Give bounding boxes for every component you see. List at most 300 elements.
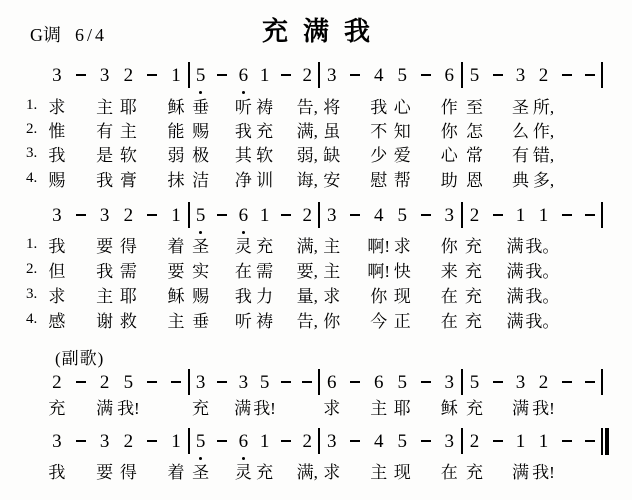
lyric-syllable: 充 (466, 398, 483, 418)
chorus-label: (副歌) (55, 349, 105, 368)
lyric-measure (45, 284, 188, 308)
lyric-cell (69, 259, 93, 283)
lyric-cell (164, 396, 188, 420)
dash-glyph (562, 214, 572, 216)
lyric-syllable: 帮 (393, 170, 411, 190)
lyric-measure (463, 143, 601, 167)
lyric-cell (211, 95, 232, 119)
lyric-cell (344, 119, 368, 143)
note: 5 (397, 371, 407, 393)
dash (69, 426, 93, 456)
lyric-syllable: 得 (119, 236, 137, 256)
dash-glyph (562, 74, 572, 76)
lyric-measure (463, 284, 601, 308)
lyric-syllable: 充 (464, 236, 482, 256)
lyric-syllable: 知 (393, 121, 411, 141)
dash (140, 60, 164, 90)
lyric-cell (484, 309, 505, 333)
dash-glyph (421, 440, 431, 442)
lyric-cell (211, 234, 232, 258)
lyric-cell (275, 95, 296, 119)
measure (45, 200, 188, 230)
lyric-syllable: 充 (256, 121, 274, 141)
dash (578, 367, 601, 397)
lyric-measure (45, 259, 188, 283)
lyric-syllable: 爱 (393, 145, 411, 165)
lyric-syllable: 感 (48, 311, 66, 331)
lyric-cell (559, 234, 580, 258)
dash-glyph (76, 74, 86, 76)
dash (414, 426, 438, 456)
note: 6 (374, 371, 384, 393)
dash (344, 426, 368, 456)
lyric-cell (414, 284, 438, 308)
lyric-cell (484, 284, 505, 308)
note: 1 (259, 204, 270, 226)
dash-glyph (281, 381, 291, 383)
lyric-syllable: 你 (440, 121, 458, 141)
lyric-measure (45, 143, 188, 167)
verse-number: 3. (26, 286, 38, 302)
lyric-cell (275, 168, 296, 192)
note: 3 (327, 64, 337, 86)
note: 1 (259, 430, 270, 452)
note: 2 (538, 371, 549, 393)
lyric-syllable: 需 (119, 261, 137, 281)
measure (320, 60, 461, 90)
lyric-syllable: 求 (323, 462, 341, 482)
note: 5 (190, 426, 211, 456)
lyric-syllable: 你 (440, 236, 458, 256)
lyric-syllable: 少 (370, 145, 388, 165)
lyric-cell (211, 309, 232, 333)
dash (275, 367, 296, 397)
note: 3 (99, 204, 110, 226)
dash-glyph (147, 214, 157, 216)
lyric-syllable: 有 (512, 145, 529, 165)
lyric-measure (463, 309, 601, 333)
dash (275, 426, 296, 456)
dash-glyph (585, 381, 595, 383)
lyric-syllable: 心 (440, 145, 458, 165)
lyric-cell (486, 119, 509, 143)
lyric-measure (45, 309, 188, 333)
lyric-syllable: 耶 (393, 398, 411, 418)
note: 2 (99, 371, 110, 393)
lyric-measure (45, 396, 188, 420)
note: 5 (469, 371, 480, 393)
lyric-line (26, 234, 601, 258)
lyric-cell (578, 396, 601, 420)
verse-number: 4. (26, 170, 38, 186)
lyric-measure (45, 119, 188, 143)
notation-line (45, 426, 609, 456)
final-barline-thick (605, 428, 609, 455)
dash-glyph (302, 381, 312, 383)
lyric-cell (414, 143, 438, 167)
lyric-cell (211, 259, 232, 283)
lyric-syllable: 谢 (96, 311, 114, 331)
lyric-cell (414, 119, 438, 143)
lyric-cell (414, 460, 438, 484)
lyric-syllable: 错, (532, 145, 555, 165)
lyric-syllable: 不 (370, 121, 388, 141)
lyric-cell (69, 168, 93, 192)
lyric-measure (45, 168, 188, 192)
lyric-cell (140, 309, 164, 333)
lyric-measure (463, 259, 601, 283)
note: 6 (444, 64, 454, 86)
dash-glyph (147, 440, 157, 442)
measure (190, 200, 318, 230)
lyric-syllable: 圣 (192, 462, 210, 482)
notation-line (45, 200, 603, 230)
note: 2 (302, 64, 313, 86)
dash (344, 367, 368, 397)
lyric-measure (190, 284, 318, 308)
lyric-syllable: 满 (96, 398, 114, 418)
dash (297, 367, 318, 397)
lyric-syllable: 多, (532, 170, 555, 190)
lyric-cell (486, 460, 509, 484)
note: 3 (52, 430, 62, 452)
note: 5 (397, 204, 407, 226)
lyric-syllable: 我! (532, 462, 555, 482)
dash-glyph (493, 74, 503, 76)
lyric-cell (275, 143, 296, 167)
lyric-syllable: 祷 (256, 97, 274, 117)
lyric-syllable: 求 (48, 97, 66, 117)
lyric-cell (555, 460, 578, 484)
dash-glyph (493, 440, 503, 442)
lyric-cell (275, 309, 296, 333)
note: 5 (190, 60, 211, 90)
lyric-cell (344, 95, 368, 119)
note: 3 (444, 204, 454, 226)
verse-number: 3. (26, 145, 38, 161)
note: 5 (259, 371, 270, 393)
lyric-cell (555, 143, 578, 167)
lyric-syllable: 你 (370, 286, 388, 306)
lyric-syllable: 能 (167, 121, 185, 141)
notation-line (45, 367, 603, 397)
lyric-syllable: 求 (393, 236, 411, 256)
lyric-cell (344, 143, 368, 167)
lyric-syllable: 弱 (167, 145, 185, 165)
lyric-syllable: 要, (296, 261, 318, 281)
lyric-syllable: 听 (234, 97, 252, 117)
lyric-syllable: 缺 (323, 145, 341, 165)
lyric-measure (190, 309, 318, 333)
lyric-measure (320, 234, 461, 258)
dash-glyph (350, 214, 360, 216)
dash-glyph (585, 440, 595, 442)
lyric-syllable: 耶 (119, 286, 137, 306)
dash (140, 367, 164, 397)
lyric-measure (320, 168, 461, 192)
note: 6 (327, 371, 337, 393)
lyric-cell (140, 95, 164, 119)
dash (211, 367, 232, 397)
lyric-cell (275, 234, 296, 258)
lyric-cell (211, 460, 232, 484)
dash (275, 200, 296, 230)
lyric-cell (486, 168, 509, 192)
note: 2 (469, 204, 480, 226)
lyric-syllable: 心 (393, 97, 411, 117)
lyric-syllable: 充 (192, 398, 210, 418)
lyric-syllable: 我 (48, 462, 66, 482)
note: 4 (374, 204, 384, 226)
lyric-syllable: 安 (323, 170, 341, 190)
lyric-syllable: 充 (464, 286, 482, 306)
lyric-measure (45, 95, 188, 119)
lyric-syllable: 圣 (192, 236, 210, 256)
lyric-syllable: 膏 (119, 170, 137, 190)
dash-glyph (421, 74, 431, 76)
lyric-syllable: 主 (167, 311, 185, 331)
measure (190, 60, 318, 90)
lyric-cell (140, 284, 164, 308)
dash (555, 426, 578, 456)
lyric-syllable: 要 (96, 236, 114, 256)
lyric-cell (140, 234, 164, 258)
dash (275, 60, 296, 90)
lyric-syllable: 满, (296, 236, 318, 256)
dash (69, 367, 93, 397)
lyric-syllable: 在 (440, 286, 458, 306)
lyric-line (45, 460, 601, 484)
lyric-measure (45, 234, 188, 258)
lyric-cell (344, 234, 368, 258)
dash-glyph (562, 381, 572, 383)
lyric-syllable: 啊! (367, 261, 391, 281)
note: 4 (374, 430, 384, 452)
lyric-syllable: 稣 (167, 97, 185, 117)
dash (211, 426, 232, 456)
note: 2 (123, 430, 134, 452)
lyric-syllable: 充 (464, 311, 482, 331)
lyric-cell (578, 460, 601, 484)
note: 3 (327, 204, 337, 226)
lyric-cell (69, 143, 93, 167)
lyric-syllable: 我 (234, 121, 252, 141)
lyric-cell (580, 234, 601, 258)
lyric-cell (580, 259, 601, 283)
lyric-syllable: 至 (466, 97, 483, 117)
dash-glyph (217, 440, 227, 442)
lyric-syllable: 满 (506, 311, 524, 331)
lyric-cell (414, 396, 438, 420)
lyric-syllable: 实 (192, 261, 210, 281)
lyric-cell (69, 284, 93, 308)
lyric-cell (555, 396, 578, 420)
lyric-syllable: 常 (466, 145, 483, 165)
lyric-syllable: 你 (323, 311, 341, 331)
note: 1 (538, 430, 549, 452)
dash-glyph (493, 214, 503, 216)
lyric-measure (190, 95, 318, 119)
dash-glyph (585, 214, 595, 216)
lyric-cell (211, 119, 232, 143)
note: 3 (327, 430, 337, 452)
lyric-syllable: 但 (48, 261, 66, 281)
note: 3 (444, 371, 454, 393)
lyric-cell (414, 95, 438, 119)
lyric-syllable: 我 (96, 261, 114, 281)
lyric-cell (559, 309, 580, 333)
lyric-measure (320, 259, 461, 283)
lyric-measure (463, 95, 601, 119)
barline (601, 369, 603, 395)
lyric-syllable: 灵 (234, 462, 252, 482)
note: 2 (52, 371, 62, 393)
measure (190, 367, 318, 397)
lyric-syllable: 耶 (119, 97, 137, 117)
dash-glyph (350, 74, 360, 76)
lyric-syllable: 我! (253, 398, 276, 418)
dash-glyph (421, 381, 431, 383)
dash-glyph (421, 214, 431, 216)
dash (211, 200, 232, 230)
lyric-cell (275, 259, 296, 283)
lyric-cell (414, 259, 438, 283)
lyric-syllable: 听 (234, 311, 252, 331)
lyric-syllable: 是 (96, 145, 114, 165)
lyric-cell (275, 284, 296, 308)
barline (601, 202, 603, 228)
lyric-syllable: 极 (192, 145, 210, 165)
note: 3 (52, 204, 62, 226)
lyric-measure (190, 119, 318, 143)
lyric-syllable: 来 (440, 261, 458, 281)
measure (190, 426, 318, 456)
dash-glyph (281, 74, 291, 76)
lyric-syllable: 作, (532, 121, 555, 141)
lyric-syllable: 主 (96, 286, 114, 306)
verse-number: 4. (26, 311, 38, 327)
dash-glyph (493, 381, 503, 383)
lyric-syllable: 典 (512, 170, 529, 190)
note: 1 (538, 204, 549, 226)
measure (45, 426, 188, 456)
lyric-syllable: 其 (234, 145, 252, 165)
dash-glyph (562, 440, 572, 442)
lyric-syllable: 正 (393, 311, 411, 331)
key-signature: G调 (30, 25, 61, 45)
dash (486, 367, 509, 397)
dash-glyph (217, 214, 227, 216)
lyric-cell (140, 119, 164, 143)
lyric-cell (559, 284, 580, 308)
lyric-syllable: 灵 (234, 236, 252, 256)
lyric-syllable: 告, (296, 97, 318, 117)
lyric-syllable: 快 (393, 261, 411, 281)
lyric-syllable: 赐 (48, 170, 66, 190)
lyric-syllable: 量, (296, 286, 318, 306)
lyric-cell (484, 259, 505, 283)
lyric-line (45, 396, 601, 420)
dash-glyph (350, 440, 360, 442)
lyric-syllable: 我! (532, 398, 555, 418)
note: 1 (171, 64, 181, 86)
lyric-syllable: 惟 (48, 121, 66, 141)
lyric-syllable: 主 (323, 261, 341, 281)
dash-glyph (171, 381, 181, 383)
lyric-syllable: 垂 (192, 97, 210, 117)
lyric-syllable: 祷 (256, 311, 274, 331)
barline (601, 62, 603, 88)
lyric-syllable: 告, (296, 311, 318, 331)
lyric-syllable: 抹 (167, 170, 185, 190)
lyric-cell (486, 143, 509, 167)
note: 3 (52, 64, 62, 86)
measure (463, 426, 601, 456)
lyric-cell (555, 168, 578, 192)
dash-glyph (76, 440, 86, 442)
lyric-syllable: 我 (48, 236, 66, 256)
lyric-syllable: 满, (296, 462, 318, 482)
lyric-measure (45, 460, 188, 484)
lyric-syllable: 求 (323, 398, 341, 418)
note: 1 (515, 204, 526, 226)
measure (45, 367, 188, 397)
note: 6 (233, 60, 254, 90)
lyric-syllable: 稣 (440, 398, 458, 418)
lyric-syllable: 在 (440, 311, 458, 331)
lyric-syllable: 满 (506, 236, 524, 256)
measure (320, 367, 461, 397)
dash (140, 200, 164, 230)
note: 2 (302, 204, 313, 226)
note: 1 (515, 430, 526, 452)
lyric-syllable: 需 (256, 261, 274, 281)
note: 5 (190, 200, 211, 230)
lyric-syllable: 充 (48, 398, 66, 418)
lyric-syllable: 慰 (370, 170, 388, 190)
note: 5 (123, 371, 134, 393)
lyric-syllable: 赐 (192, 121, 210, 141)
note: 2 (302, 430, 313, 452)
lyric-syllable: 满 (506, 286, 524, 306)
lyric-syllable: 我 (48, 145, 66, 165)
lyric-syllable: 充 (464, 261, 482, 281)
lyric-cell (344, 284, 368, 308)
lyric-syllable: 救 (119, 311, 137, 331)
lyric-cell (414, 168, 438, 192)
lyric-measure (320, 284, 461, 308)
note: 4 (374, 64, 384, 86)
verse-number: 1. (26, 97, 38, 113)
lyric-syllable: 稣 (167, 286, 185, 306)
lyric-syllable: 恩 (466, 170, 483, 190)
lyric-line (26, 143, 601, 167)
dash (344, 200, 368, 230)
note: 1 (171, 430, 181, 452)
lyric-syllable: 充 (466, 462, 483, 482)
note: 3 (195, 371, 206, 393)
lyric-syllable: 主 (96, 97, 114, 117)
lyric-syllable: 力 (256, 286, 274, 306)
note: 2 (538, 64, 549, 86)
verse-number: 2. (26, 261, 38, 277)
lyric-measure (190, 396, 318, 420)
lyric-measure (320, 460, 461, 484)
dash-glyph (281, 440, 291, 442)
lyric-syllable: 今 (370, 311, 388, 331)
lyric-measure (320, 95, 461, 119)
lyric-cell (555, 119, 578, 143)
